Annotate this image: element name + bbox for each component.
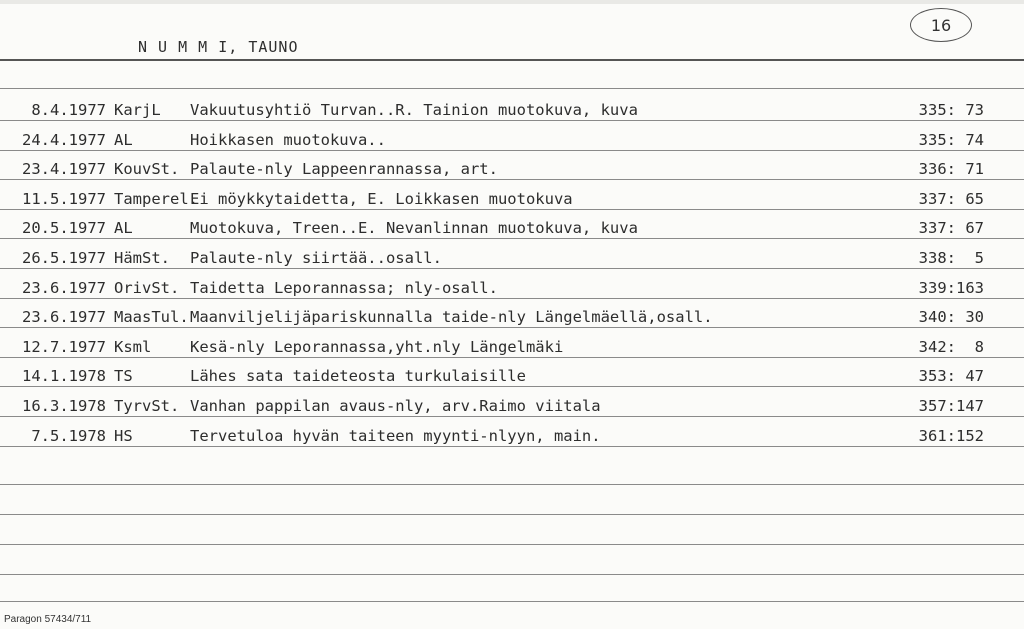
entry-source: TyrvSt. [114,397,180,415]
ruled-line [0,386,1024,387]
entry-reference: 361:152 [918,426,984,445]
entry-description: Hoikkasen muotokuva.. [190,130,386,149]
entry-date: 12.7.1977 [22,337,106,356]
ruled-line [0,574,1024,575]
entry-reference: 353: 47 [918,367,984,386]
entry-description: Lähes sata taideteosta turkulaisille [190,367,526,386]
ruled-line [0,88,1024,89]
entry-source: OrivSt. [114,278,180,297]
entry-source: KarjL [114,101,161,119]
ruled-line [0,120,1024,121]
entry-date: 24.4.1977 [22,130,106,149]
entry-reference: 340: 30 [918,308,984,327]
entry-description: Kesä-nly Leporannassa,yht.nly Längelmäki [190,337,564,356]
entry-date: 7.5.1978 [31,426,106,445]
entry-date: 20.5.1977 [22,219,106,238]
entry-description: Taidetta Leporannassa; nly-osall. [190,278,498,297]
entry-source: MaasTul. [114,308,189,327]
ruled-line [0,209,1024,210]
entry-date: 8.4.1977 [31,101,106,119]
entry-reference: 357:147 [918,397,984,415]
ruled-line [0,179,1024,180]
header-rule [0,59,1024,61]
ruled-line [0,327,1024,328]
entry-reference: 335: 74 [918,130,984,149]
card-number-circle: 16 [910,8,972,42]
entry-description: Palaute-nly siirtää..osall. [190,249,442,267]
entry-description: Muotokuva, Treen..E. Nevanlinnan muotokuva, kuva [190,219,638,238]
entry-date: 16.3.1978 [22,397,106,415]
entry-description: Tervetuloa hyvän taiteen myynti-nlyyn, main. [190,426,601,445]
entry-description: Maanviljelijäpariskunnalla taide-nly Längelmäellä,osall. [190,308,713,327]
ruled-line [0,357,1024,358]
ruled-line [0,484,1024,485]
card-title: N U M M I, TAUNO [138,38,299,56]
entry-reference: 337: 65 [918,189,984,208]
entry-description: Vakuutusyhtiö Turvan..R. Tainion muotokuva, kuva [190,101,638,119]
ruled-line [0,544,1024,545]
top-strip [0,0,1024,4]
entry-source: TS [114,367,133,386]
entry-date: 14.1.1978 [22,367,106,386]
entry-date: 23.6.1977 [22,278,106,297]
entry-source: Tamperel. [114,189,198,208]
entry-description: Vanhan pappilan avaus-nly, arv.Raimo viitala [190,397,601,415]
entry-description: Ei möykkytaidetta, E. Loikkasen muotokuva [190,189,573,208]
ruled-line [0,601,1024,602]
entry-source: HämSt. [114,249,170,267]
entry-source: HS [114,426,133,445]
entry-description: Palaute-nly Lappeenrannassa, art. [190,160,498,179]
ruled-line [0,446,1024,447]
entry-reference: 336: 71 [918,160,984,179]
ruled-line [0,150,1024,151]
ruled-line [0,514,1024,515]
entry-source: Ksml [114,337,152,356]
ruled-line [0,238,1024,239]
ruled-line [0,416,1024,417]
entry-reference: 338: 5 [918,249,984,267]
entry-reference: 342: 8 [918,337,984,356]
entry-source: AL [114,219,133,238]
ruled-line [0,298,1024,299]
entry-reference: 339:163 [918,278,984,297]
entry-date: 26.5.1977 [22,249,106,267]
printer-footer: Paragon 57434/711 [4,614,92,625]
entry-date: 23.6.1977 [22,308,106,327]
ruled-line [0,268,1024,269]
entry-source: AL [114,130,133,149]
entry-reference: 335: 73 [918,101,984,119]
entry-date: 23.4.1977 [22,160,106,179]
entry-reference: 337: 67 [918,219,984,238]
entry-date: 11.5.1977 [22,189,106,208]
entry-source: KouvSt. [114,160,180,179]
